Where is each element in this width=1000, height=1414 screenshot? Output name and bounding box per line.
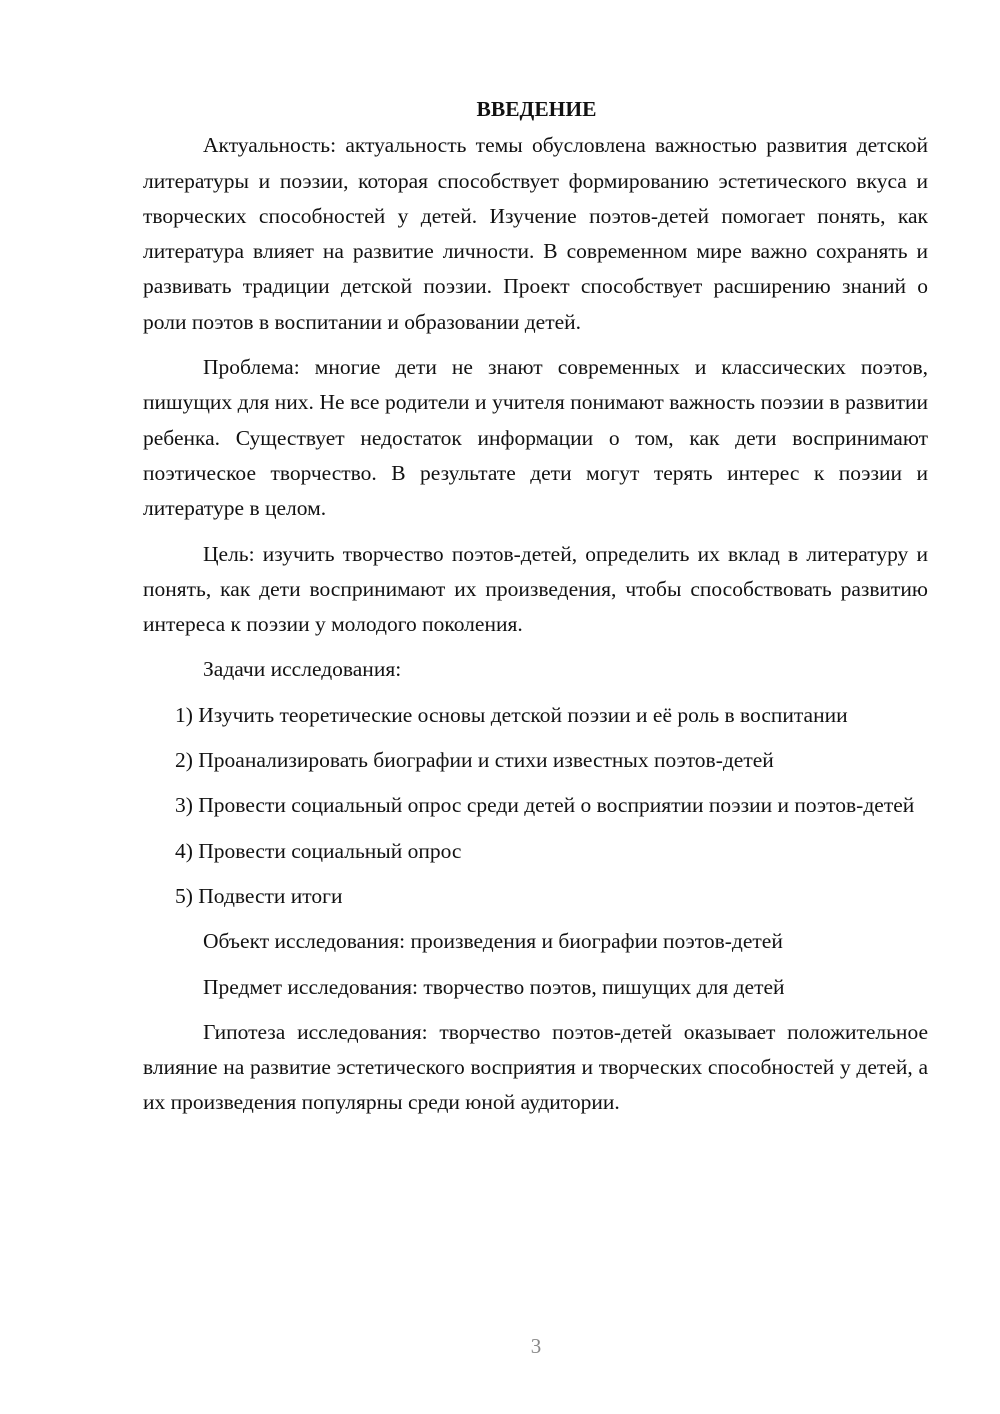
task-item-5: 5) Подвести итоги bbox=[175, 883, 343, 908]
task-item-4: 4) Провести социальный опрос bbox=[175, 838, 462, 863]
document-body bbox=[143, 92, 928, 1131]
research-subject: Предмет исследования: творчество поэтов, пишущих для детей bbox=[203, 974, 785, 999]
goal-paragraph: Цель: изучить творчество поэтов-детей, определить их вклад в литературу и понять, как дети воспринимают их произведения, чтобы способствовать развитию интереса к поэзии у молодого поколения. bbox=[143, 541, 928, 637]
task-item-3: 3) Провести социальный опрос среди детей о восприятии поэзии и поэтов-детей bbox=[175, 793, 915, 818]
relevance-paragraph: Актуальность: актуальность темы обусловлена важностью развития детской литературы и поэзии, которая способствует формированию эстетического вкуса и творческих способностей у детей. Изучение поэтов-детей помогает понять, как литература влияет на развитие личности. В современном мире важно сохранять и развивать традиции детской поэзии. Проект способствует расширению знаний о роли поэтов в воспитании и образовании детей. bbox=[143, 133, 928, 334]
tasks-title: Задачи исследования: bbox=[203, 657, 402, 682]
section-heading: ВВЕДЕНИЕ bbox=[476, 97, 597, 121]
problem-paragraph: Проблема: многие дети не знают современных и классических поэтов, пишущих для них. Не все родители и учителя понимают важность поэзии в развитии ребенка. Существует недостаток информации о том, как дети воспринимают поэтическое творчество. В результате дети могут терять интерес к поэзии и литературе в целом. bbox=[143, 355, 928, 521]
research-hypothesis: Гипотеза исследования: творчество поэтов-детей оказывает положительное влияние на развитие эстетического восприятия и творческих способностей у детей, а их произведения популярны среди юной аудитории. bbox=[143, 1019, 928, 1115]
task-item-2: 2) Проанализировать биографии и стихи известных поэтов-детей bbox=[175, 748, 774, 773]
research-object: Объект исследования: произведения и биографии поэтов-детей bbox=[203, 929, 783, 954]
task-item-1: 1) Изучить теоретические основы детской поэзии и её роль в воспитании bbox=[175, 702, 848, 727]
page-number: 3 bbox=[530, 1334, 542, 1358]
